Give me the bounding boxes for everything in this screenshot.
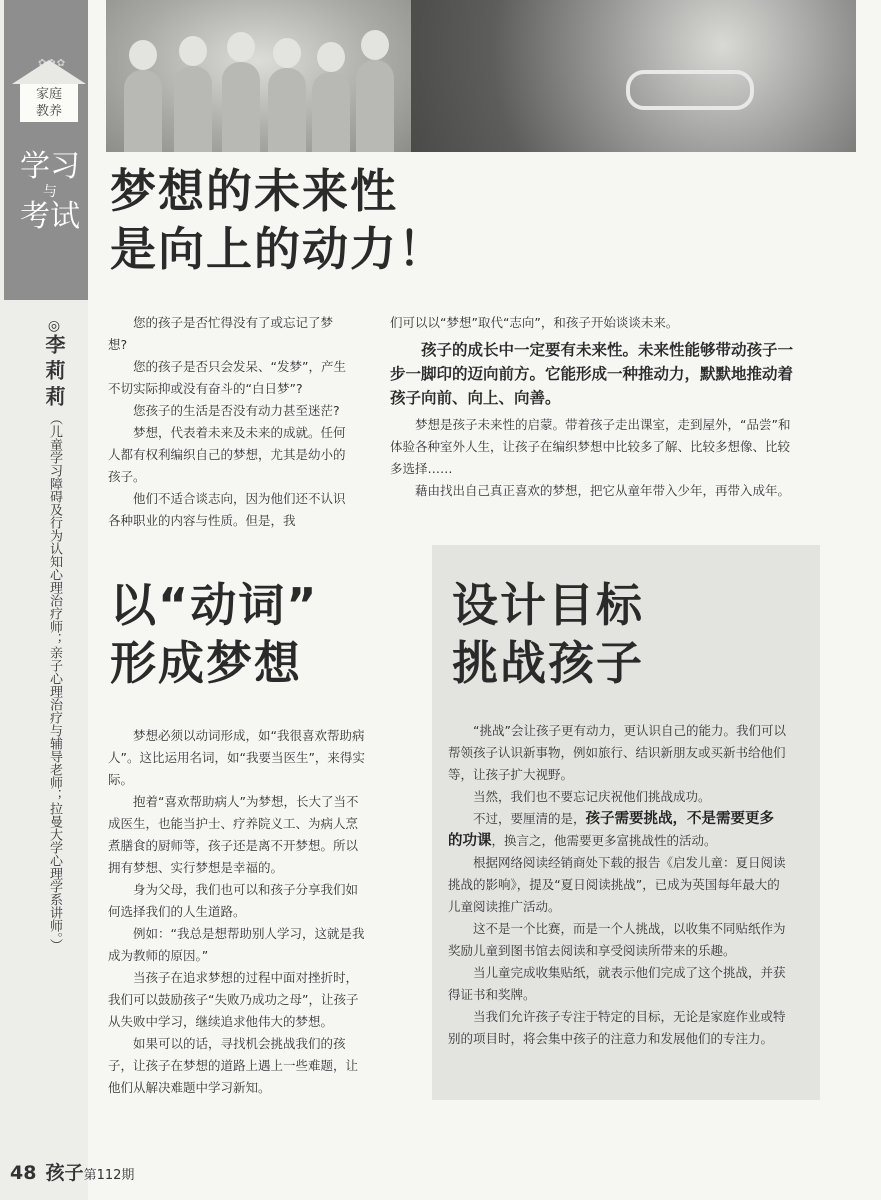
section1-body (108, 725, 370, 1099)
section-connector: 与 (43, 184, 57, 200)
swimmer-photo (411, 0, 856, 152)
section-line2: 考试 (20, 199, 80, 234)
section2-body (448, 720, 788, 1050)
section2-paragraph: 当儿童完成收集贴纸，就表示他们完成了这个挑战，并获得证书和奖牌。 (448, 965, 786, 1002)
badge-line2: 教养 (35, 104, 62, 119)
child-figure (268, 68, 306, 152)
sidebar (0, 0, 88, 1200)
issue-number: 第112期 (83, 1168, 135, 1183)
intro-paragraph: 您的孩子是否忙得没有了或忘记了梦想? (108, 315, 334, 352)
intro-paragraph: 藉由找出自己真正喜欢的梦想，把它从童年带入少年，再带入成年。 (415, 483, 791, 498)
house-badge (12, 60, 86, 150)
section1-paragraph: 例如：“我总是想帮助别人学习，这就是我成为教师的原因。” (108, 926, 365, 963)
intro-paragraph: 梦想，代表着未来及未来的成就。任何人都有权利编织自己的梦想，尤其是幼小的孩子。 (108, 425, 346, 484)
section-name (10, 150, 90, 234)
section2-paragraph: 当我们允许孩子专注于特定的目标，无论是家庭作业或特别的项目时，将会集中孩子的注意力和发展他们的专注力。 (448, 1009, 786, 1046)
section-line1: 学习 (20, 149, 80, 184)
badge-text (20, 84, 78, 122)
section1-paragraph: 当孩子在追求梦想的过程中面对挫折时，我们可以鼓励孩子“失败乃成功之母”，让孩子从失败中学习，继续追求他伟大的梦想。 (108, 970, 359, 1029)
section2-paragraph: “挑战”会让孩子更有动力，更认识自己的能力。我们可以帮领孩子认识新事物，例如旅行、结识新朋友或买新书给他们等，让孩子扩大视野。 (448, 723, 786, 782)
child-figure (174, 66, 212, 152)
children-photo (106, 0, 411, 152)
section2-title-line1: 设计目标 (452, 578, 644, 632)
emphasis-post: ，换言之，他需要更多富挑战性的活动。 (491, 833, 717, 848)
title-line2: 是向上的动力！ (110, 222, 446, 276)
title-line1: 梦想的未来性 (110, 164, 398, 218)
section1-paragraph: 身为父母，我们也可以和孩子分享我们如何选择我们的人生道路。 (108, 882, 359, 919)
intro-column-2 (390, 312, 800, 502)
section1-title (110, 576, 318, 692)
page-footer (10, 1158, 134, 1185)
intro-paragraph: 梦想是孩子未来性的启蒙。带着孩子走出课室，走到屋外，“品尝”和体验各种室外人生，让孩子在编织梦想中比较多了解、比较多想像、比较多选择…… (390, 417, 791, 476)
section1-paragraph: 梦想必须以动词形成，如“我很喜欢帮助病人”。这比运用名词，如“我要当医生”，来得实际。 (108, 728, 365, 787)
intro-paragraph: 您的孩子是否只会发呆、“发梦”，产生不切实际抑或没有奋斗的“白日梦”? (108, 359, 346, 396)
badge-line1: 家庭 (35, 87, 62, 102)
section1-title-line1: 以“动词” (110, 578, 319, 632)
child-figure (312, 72, 350, 152)
section2-title-line2: 挑战孩子 (452, 636, 644, 690)
highlight-paragraph: 孩子的成长中一定要有未来性。未来性能够带动孩子一步一脚印的迈向前方。它能形成一种推动力，默默地推动着孩子向前、向上、向善。 (390, 341, 794, 407)
intro-column (108, 312, 352, 532)
author-mark: ◎ (46, 318, 62, 334)
article-title (110, 162, 446, 278)
header-photo (106, 0, 856, 152)
child-figure (124, 70, 162, 152)
goggles-icon (626, 70, 754, 110)
section1-title-line2: 形成梦想 (110, 636, 302, 690)
child-figure (222, 62, 260, 152)
section-banner (4, 0, 88, 300)
section1-paragraph: 抱着“喜欢帮助病人”为梦想，长大了当不成医生，也能当护士、疗养院义工、为病人烹煮膳食的厨师等，孩子还是离不开梦想。所以拥有梦想、实行梦想是幸福的。 (108, 794, 359, 875)
child-figure (356, 60, 394, 152)
intro-paragraph: 他们不适合谈志向，因为他们还不认识各种职业的内容与性质。但是，我 (108, 491, 346, 528)
section2-paragraph: 这不是一个比赛，而是一个人挑战，以收集不同贴纸作为奖励儿童到图书馆去阅读和享受阅读所带来的乐趣。 (448, 921, 786, 958)
intro-paragraph: 您孩子的生活是否没有动力甚至迷茫? (133, 403, 340, 418)
roof-icon (12, 60, 86, 84)
emphasis-bold: 孩子需要挑战，不是需要更多的功课 (448, 811, 775, 849)
author-credit (28, 318, 66, 1158)
section2-paragraph: 根据网络阅读经销商处下载的报告《启发儿童：夏日阅读挑战的影响》，提及“夏日阅读挑战”，已成为英国每年最大的儿童阅读推广活动。 (448, 855, 786, 914)
page-number: 48 (10, 1162, 37, 1184)
author-bio: （儿童学习障碍及行为认知心理治疗师；亲子心理治疗与辅导老师；拉曼大学心理学系讲师。） (47, 412, 62, 952)
section2-paragraph (448, 808, 788, 852)
author-name: 李莉莉 (42, 334, 66, 412)
emphasis-pre: 不过，要厘清的是， (473, 811, 586, 826)
magazine-name: 孩子 (45, 1162, 84, 1184)
section1-paragraph: 如果可以的话，寻找机会挑战我们的孩子，让孩子在梦想的道路上遇上一些难题，让他们从解决难题中学习新知。 (108, 1036, 359, 1095)
flower-icon: ✿✿✿ (38, 58, 67, 69)
section2-title (452, 576, 644, 692)
section2-paragraph: 当然，我们也不要忘记庆祝他们挑战成功。 (473, 789, 711, 804)
intro-continuation: 们可以以“梦想”取代“志向”，和孩子开始谈谈未来。 (390, 315, 679, 330)
